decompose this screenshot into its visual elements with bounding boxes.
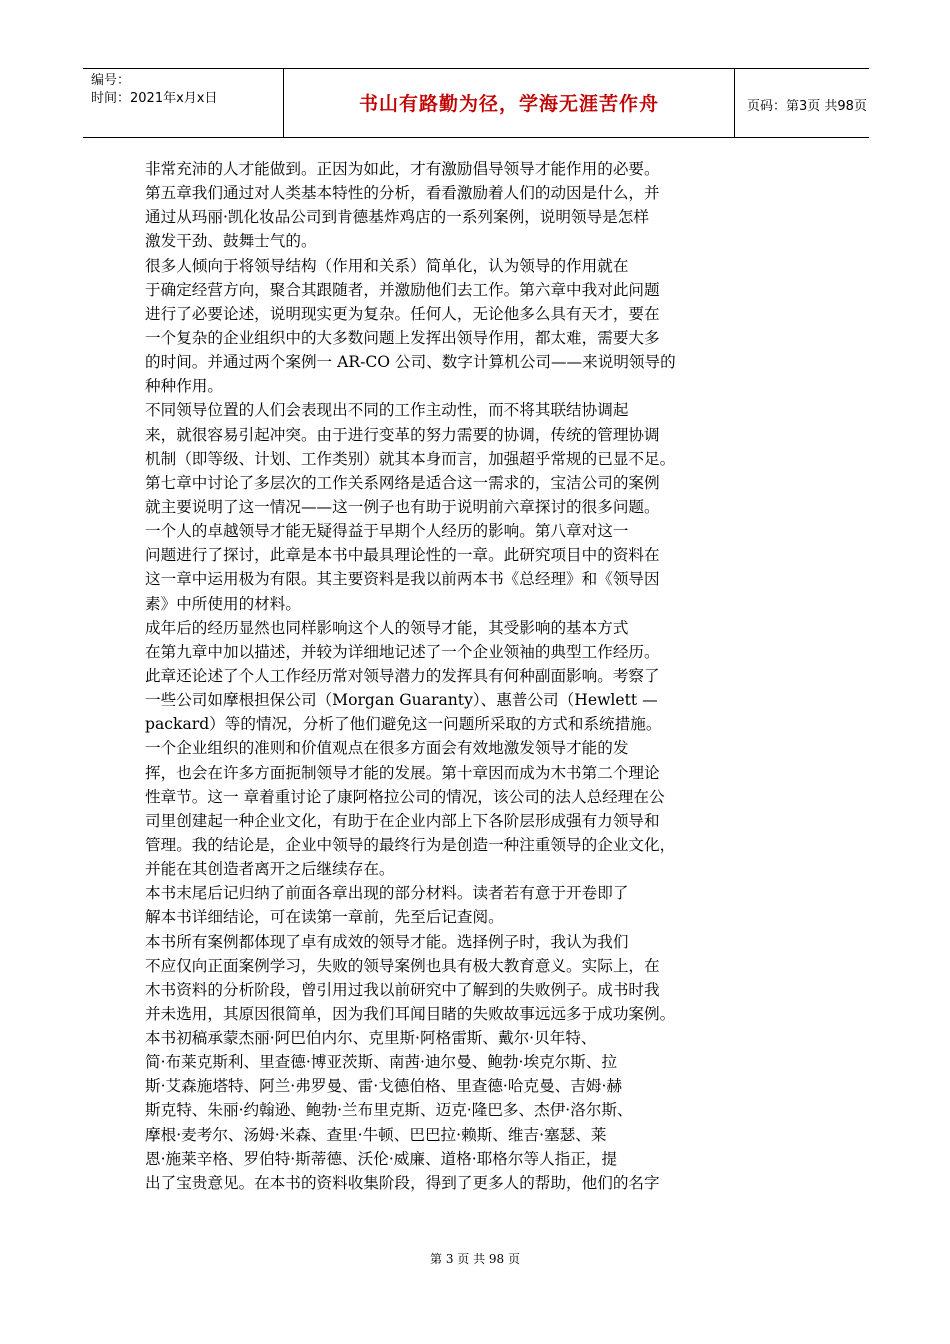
text-line: 性章节。这一 章着重讨论了康阿格拉公司的情况，该公司的法人总经理在公 (145, 787, 665, 806)
text-line: 解本书详细结论，可在读第一章前，先至后记查阅。 (145, 908, 504, 927)
text-line: 不同领导位置的人们会表现出不同的工作主动性，而不将其联结协调起 (145, 401, 629, 420)
text-line: 一个人的卓越领导才能无疑得益于早期个人经历的影响。第八章对这一 (145, 522, 629, 541)
text-line: 摩根·麦考尔、汤姆·米森、查里·牛顿、巴巴拉·赖斯、维吉·塞瑟、莱 (145, 1125, 607, 1144)
text-line: 种种作用。 (145, 377, 223, 396)
text-line: 管理。我的结论是，企业中领导的最终行为是创造一种注重领导的企业文化， (145, 835, 676, 854)
text-line: 并能在其创造者离开之后继续存在。 (145, 860, 395, 879)
text-line: 木书资料的分析阶段，曾引用过我以前研究中了解到的失败例子。成书时我 (145, 980, 660, 999)
text-line: 挥，也会在许多方面扼制领导才能的发展。第十章因而成为木书第二个理论 (145, 763, 660, 782)
text-line: 本书所有案例都体现了卓有成效的领导才能。选择例子时，我认为我们 (145, 932, 629, 951)
text-line: 斯克特、朱丽·约翰逊、鲍勃·兰布里克斯、迈克·隆巴多、杰伊·洛尔斯、 (145, 1101, 633, 1120)
text-line: 出了宝贵意见。在本书的资料收集阶段，得到了更多人的帮助，他们的名字 (145, 1173, 660, 1192)
header-page-cell (733, 69, 869, 137)
text-line: 这一章中运用极为有限。其主要资料是我以前两本书《总经理》和《领导因 (145, 570, 660, 589)
page-info: 页码：第3页 共98页 (747, 99, 867, 114)
body-text (145, 157, 795, 1195)
text-line: 斯·艾森施塔特、阿兰·弗罗曼、雷·戈德伯格、里查德·哈克曼、吉姆·赫 (145, 1077, 623, 1096)
text-line: 机制（即等级、计划、工作类别）就其本身而言，加强超乎常规的已显不足。 (145, 449, 676, 468)
text-line: 第五章我们通过对人类基本特性的分析，看看激励着人们的动因是什么，并 (145, 184, 660, 203)
text-line: 就主要说明了这一情况——这一例子也有助于说明前六章探讨的很多问题。 (145, 497, 660, 516)
page-footer: 第 3 页 共 98 页 (430, 1252, 520, 1266)
text-line: 不应仅向正面案例学习，失败的领导案例也具有极大教育意义。实际上，在 (145, 956, 660, 975)
page-header (83, 68, 869, 138)
motto-text: 书山有路勤为径，学海无涯苦作舟 (358, 93, 659, 115)
text-line: 于确定经营方向，聚合其跟随者，并激励他们去工作。第六章中我对此问题 (145, 280, 660, 299)
text-line: packard）等的情况，分析了他们避免这一问题所采取的方式和系统措施。 (145, 715, 662, 734)
header-motto-cell (283, 69, 735, 137)
number-label: 编号： (91, 73, 131, 88)
text-line: 一个企业组织的准则和价值观点在很多方面会有效地激发领导才能的发 (145, 739, 629, 758)
text-line: 第七章中讨论了多层次的工作关系网络是适合这一需求的，宝洁公司的案例 (145, 473, 660, 492)
text-line: 问题进行了探讨，此章是本书中最具理论性的一章。此研究项目中的资料在 (145, 546, 660, 565)
text-line: 很多人倾向于将领导结构（作用和关系）简单化，认为领导的作用就在 (145, 256, 629, 275)
text-line: 素》中所使用的材料。 (145, 594, 301, 613)
text-line: 进行了必要论述，说明现实更为复杂。任何人，无论他多么具有天才，要在 (145, 304, 660, 323)
header-left-cell (83, 69, 283, 137)
text-line: 并未选用，其原因很简单，因为我们耳闻目睹的失败故事远远多于成功案例。 (145, 1004, 676, 1023)
text-line: 通过从玛丽·凯化妆品公司到肯德基炸鸡店的一系列案例，说明领导是怎样 (145, 208, 649, 227)
text-line: 本书初稿承蒙杰丽·阿巴伯内尔、克里斯·阿格雷斯、戴尔·贝年特、 (145, 1029, 597, 1048)
text-line: 本书末尾后记归纳了前面各章出现的部分材料。读者若有意于开卷即了 (145, 884, 629, 903)
time-label: 时间：2021年x月x日 (91, 91, 218, 106)
text-line: 一些公司如摩根担保公司（Morgan Guaranty）、惠普公司（Hewlett — (145, 691, 658, 710)
text-line: 在第九章中加以描述，并较为详细地记述了一个企业领袖的典型工作经历。 (145, 642, 660, 661)
text-line: 一个复杂的企业组织中的大多数问题上发挥出领导作用，都太难，需要大多 (145, 328, 660, 347)
text-line: 恩·施莱辛格、罗伯特·斯蒂德、沃伦·威廉、道格·耶格尔等人指正，提 (145, 1149, 618, 1168)
text-line: 简·布莱克斯利、里查德·博亚茨斯、南茜·迪尔曼、鲍勃·埃克尔斯、拉 (145, 1053, 618, 1072)
text-line: 激发干劲、鼓舞士气的。 (145, 232, 317, 251)
text-line: 的时间。并通过两个案例一 AR-CO 公司、数字计算机公司——来说明领导的 (145, 353, 676, 372)
text-line: 非常充沛的人才能做到。正因为如此，才有激励倡导领导才能作用的必要。 (145, 160, 660, 178)
text-line: 来，就很容易引起冲突。由于进行变革的努力需要的协调，传统的管理协调 (145, 425, 660, 444)
text-line: 司里创建起一种企业文化，有助于在企业内部上下各阶层形成强有力领导和 (145, 811, 660, 830)
text-line: 成年后的经历显然也同样影响这个人的领导才能，其受影响的基本方式 (145, 618, 629, 637)
text-line: 此章还论述了个人工作经历常对领导潜力的发挥具有何种副面影响。考察了 (145, 666, 660, 685)
